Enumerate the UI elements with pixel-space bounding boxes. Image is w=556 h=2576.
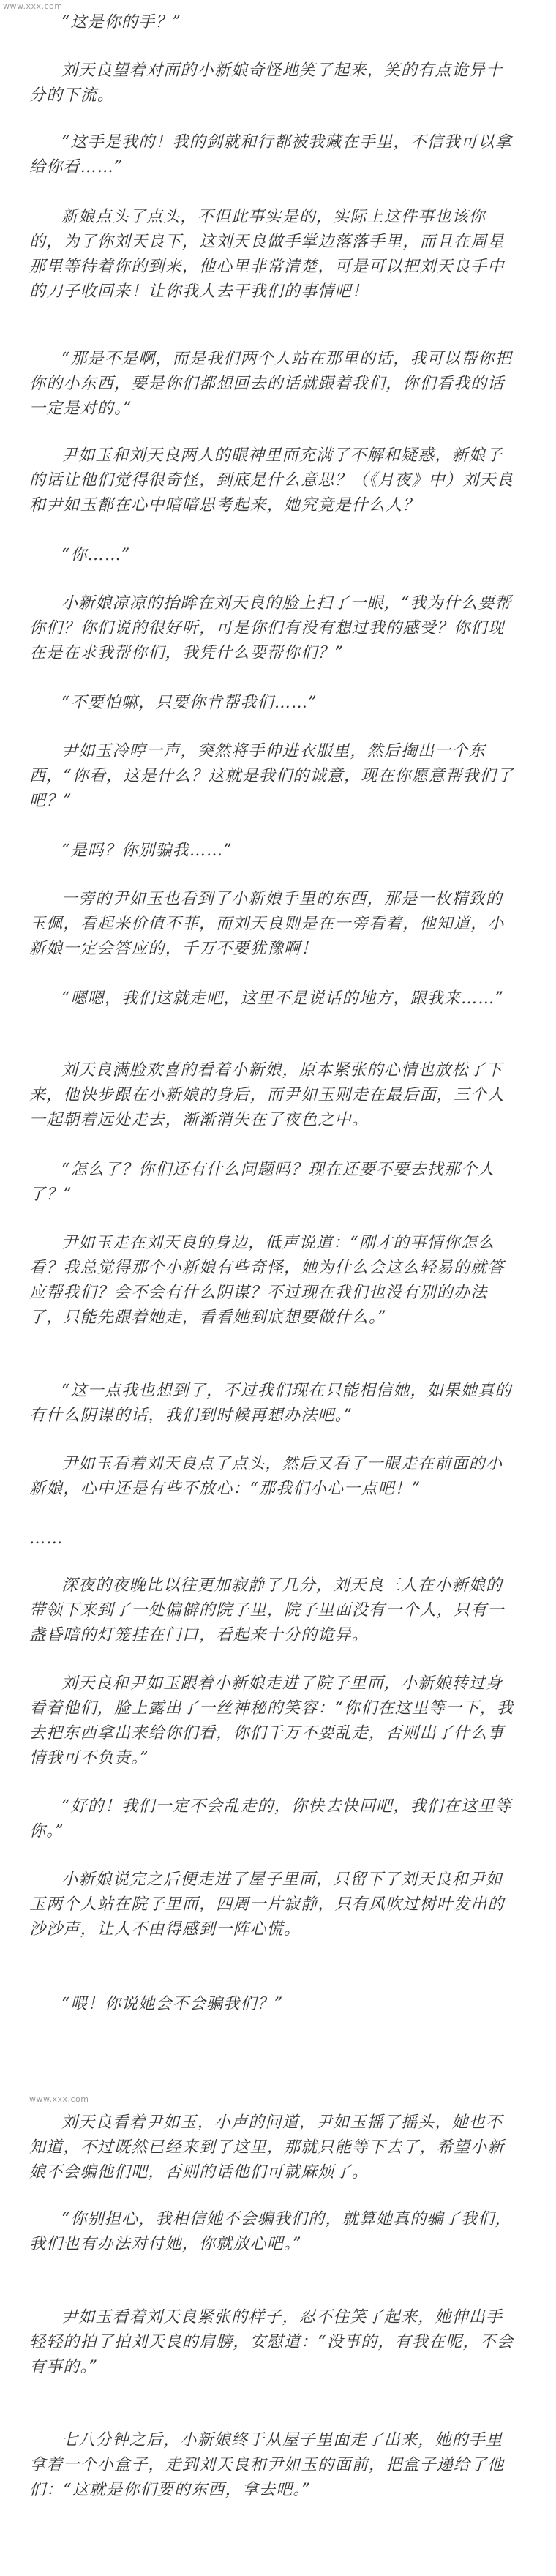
- paragraph: “你别担心，我相信她不会骗我们的，就算她真的骗了我们，我们也有办法对付她，你就放心吧。”: [29, 2210, 512, 2253]
- paragraph: “嗯嗯，我们这就走吧，这里不是说话的地方，跟我来……”: [61, 989, 504, 1008]
- paragraph: “是吗？你别骗我……”: [61, 842, 233, 860]
- paragraph: ……: [29, 1530, 64, 1548]
- paragraph: 刘天良望着对面的小新娘奇怪地笑了起来，笑的有点诡异十分的下流。: [29, 61, 503, 105]
- paragraph: 一旁的尹如玉也看到了小新娘手里的东西，那是一枚精致的玉佩，看起来价值不菲，而刘天良则是在一旁看着，他知道，小新娘一定会答应的，千万不要犹豫啊！: [29, 890, 505, 958]
- paragraph: 七八分钟之后，小新娘终于从屋子里面走了出来，她的手里拿着一个小盒子，走到刘天良和尹如玉的面前，把盒子递给了他们：“这就是你们要的东西，拿去吧。”: [29, 2431, 505, 2499]
- paragraph: 小新娘说完之后便走进了屋子里面，只留下了刘天良和尹如玉两个人站在院子里面，四周一片寂静，只有风吹过树叶发出的沙沙声，让人不由得感到一阵心慌。: [29, 1871, 505, 1939]
- paragraph: “不要怕嘛，只要你肯帮我们……”: [61, 694, 318, 712]
- paragraph: 刘天良满脸欢喜的看着小新娘，原本紧张的心情也放松了下来，他快步跟在小新娘的身后，而尹如玉则走在最后面，三个人一起朝着远处走去，渐渐消失在了夜色之中。: [29, 1061, 505, 1129]
- paragraph: 尹如玉看着刘天良紧张的样子，忍不住笑了起来，她伸出手轻轻的拍了拍刘天良的肩膀，安慰道：“没事的，有我在呢，不会有事的。”: [29, 2308, 514, 2376]
- paragraph: “你……”: [61, 546, 131, 564]
- paragraph: 新娘点头了点头，不但此事实是的，实际上这件事也该你的，为了你刘天良下，这刘天良做手掌边落落手里，而且在周星那里等待着你的到来，他心里非常清楚，可是可以把刘天良手中的刀子收回来！让你我人去干我们的事情吧！: [29, 208, 505, 301]
- site-watermark: www.xxx.com: [29, 2094, 89, 2104]
- paragraph: 尹如玉走在刘天良的身边，低声说道：“刚才的事情你怎么看？我总觉得那个小新娘有些奇怪，她为什么会这么轻易的就答应帮我们？会不会有什么阴谋？不过现在我们也没有别的办法了，只能先跟着她走，看看她到底想要做什么。”: [29, 1234, 505, 1327]
- paragraph: “怎么了？你们还有什么问题吗？现在还要不要去找那个人了？”: [29, 1161, 495, 1204]
- paragraph: “喂！你说她会不会骗我们？”: [61, 1995, 284, 2013]
- site-watermark: www.xxx.com: [3, 1, 63, 11]
- paragraph: “这是你的手？”: [61, 13, 182, 31]
- paragraph: 小新娘凉凉的抬眸在刘天良的脸上扫了一眼，“我为什么要帮你们？你们说的很好听，可是你们有没有想过我的感受？你们现在是在求我帮你们，我凭什么要帮你们？”: [29, 594, 512, 662]
- paragraph: “那是不是啊，而是我们两个人站在那里的话，我可以帮你把你的小东西，要是你们都想回去的话就跟着我们，你们看我的话一定是对的。”: [29, 350, 512, 418]
- paragraph: “这一点我也想到了，不过我们现在只能相信她，如果她真的有什么阴谋的话，我们到时候再想办法吧。”: [29, 1382, 512, 1425]
- paragraph: 尹如玉和刘天良两人的眼神里面充满了不解和疑惑，新娘子的话让他们觉得很奇怪，到底是什么意思？（《月夜》中）刘天良和尹如玉都在心中暗暗思考起来，她究竟是什么人？: [29, 446, 514, 514]
- paragraph: 尹如玉看着刘天良点了点头，然后又看了一眼走在前面的小新娘，心中还是有些不放心：“那我们小心一点吧！”: [29, 1455, 503, 1498]
- paragraph: “好的！我们一定不会乱走的，你快去快回吧，我们在这里等你。”: [29, 1797, 512, 1841]
- paragraph: “这手是我的！我的剑就和行都被我藏在手里，不信我可以拿给你看……”: [29, 133, 512, 176]
- paragraph: 刘天良和尹如玉跟着小新娘走进了院子里面，小新娘转过身看着他们，脸上露出了一丝神秘的笑容：“你们在这里等一下，我去把东西拿出来给你们看，你们千万不要乱走，否则出了什么事情我可不负责。”: [29, 1674, 514, 1767]
- paragraph: 尹如玉冷哼一声，突然将手伸进衣服里，然后掏出一个东西，“你看，这是什么？这就是我们的诚意，现在你愿意帮我们了吧？”: [29, 742, 514, 810]
- paragraph: 刘天良看着尹如玉，小声的问道，尹如玉摇了摇头，她也不知道，不过既然已经来到了这里，那就只能等下去了，希望小新娘不会骗他们吧，否则的话他们可就麻烦了。: [29, 2113, 505, 2182]
- paragraph: 深夜的夜晚比以往更加寂静了几分，刘天良三人在小新娘的带领下来到了一处偏僻的院子里，院子里面没有一个人，只有一盏昏暗的灯笼挂在门口，看起来十分的诡异。: [29, 1576, 505, 1644]
